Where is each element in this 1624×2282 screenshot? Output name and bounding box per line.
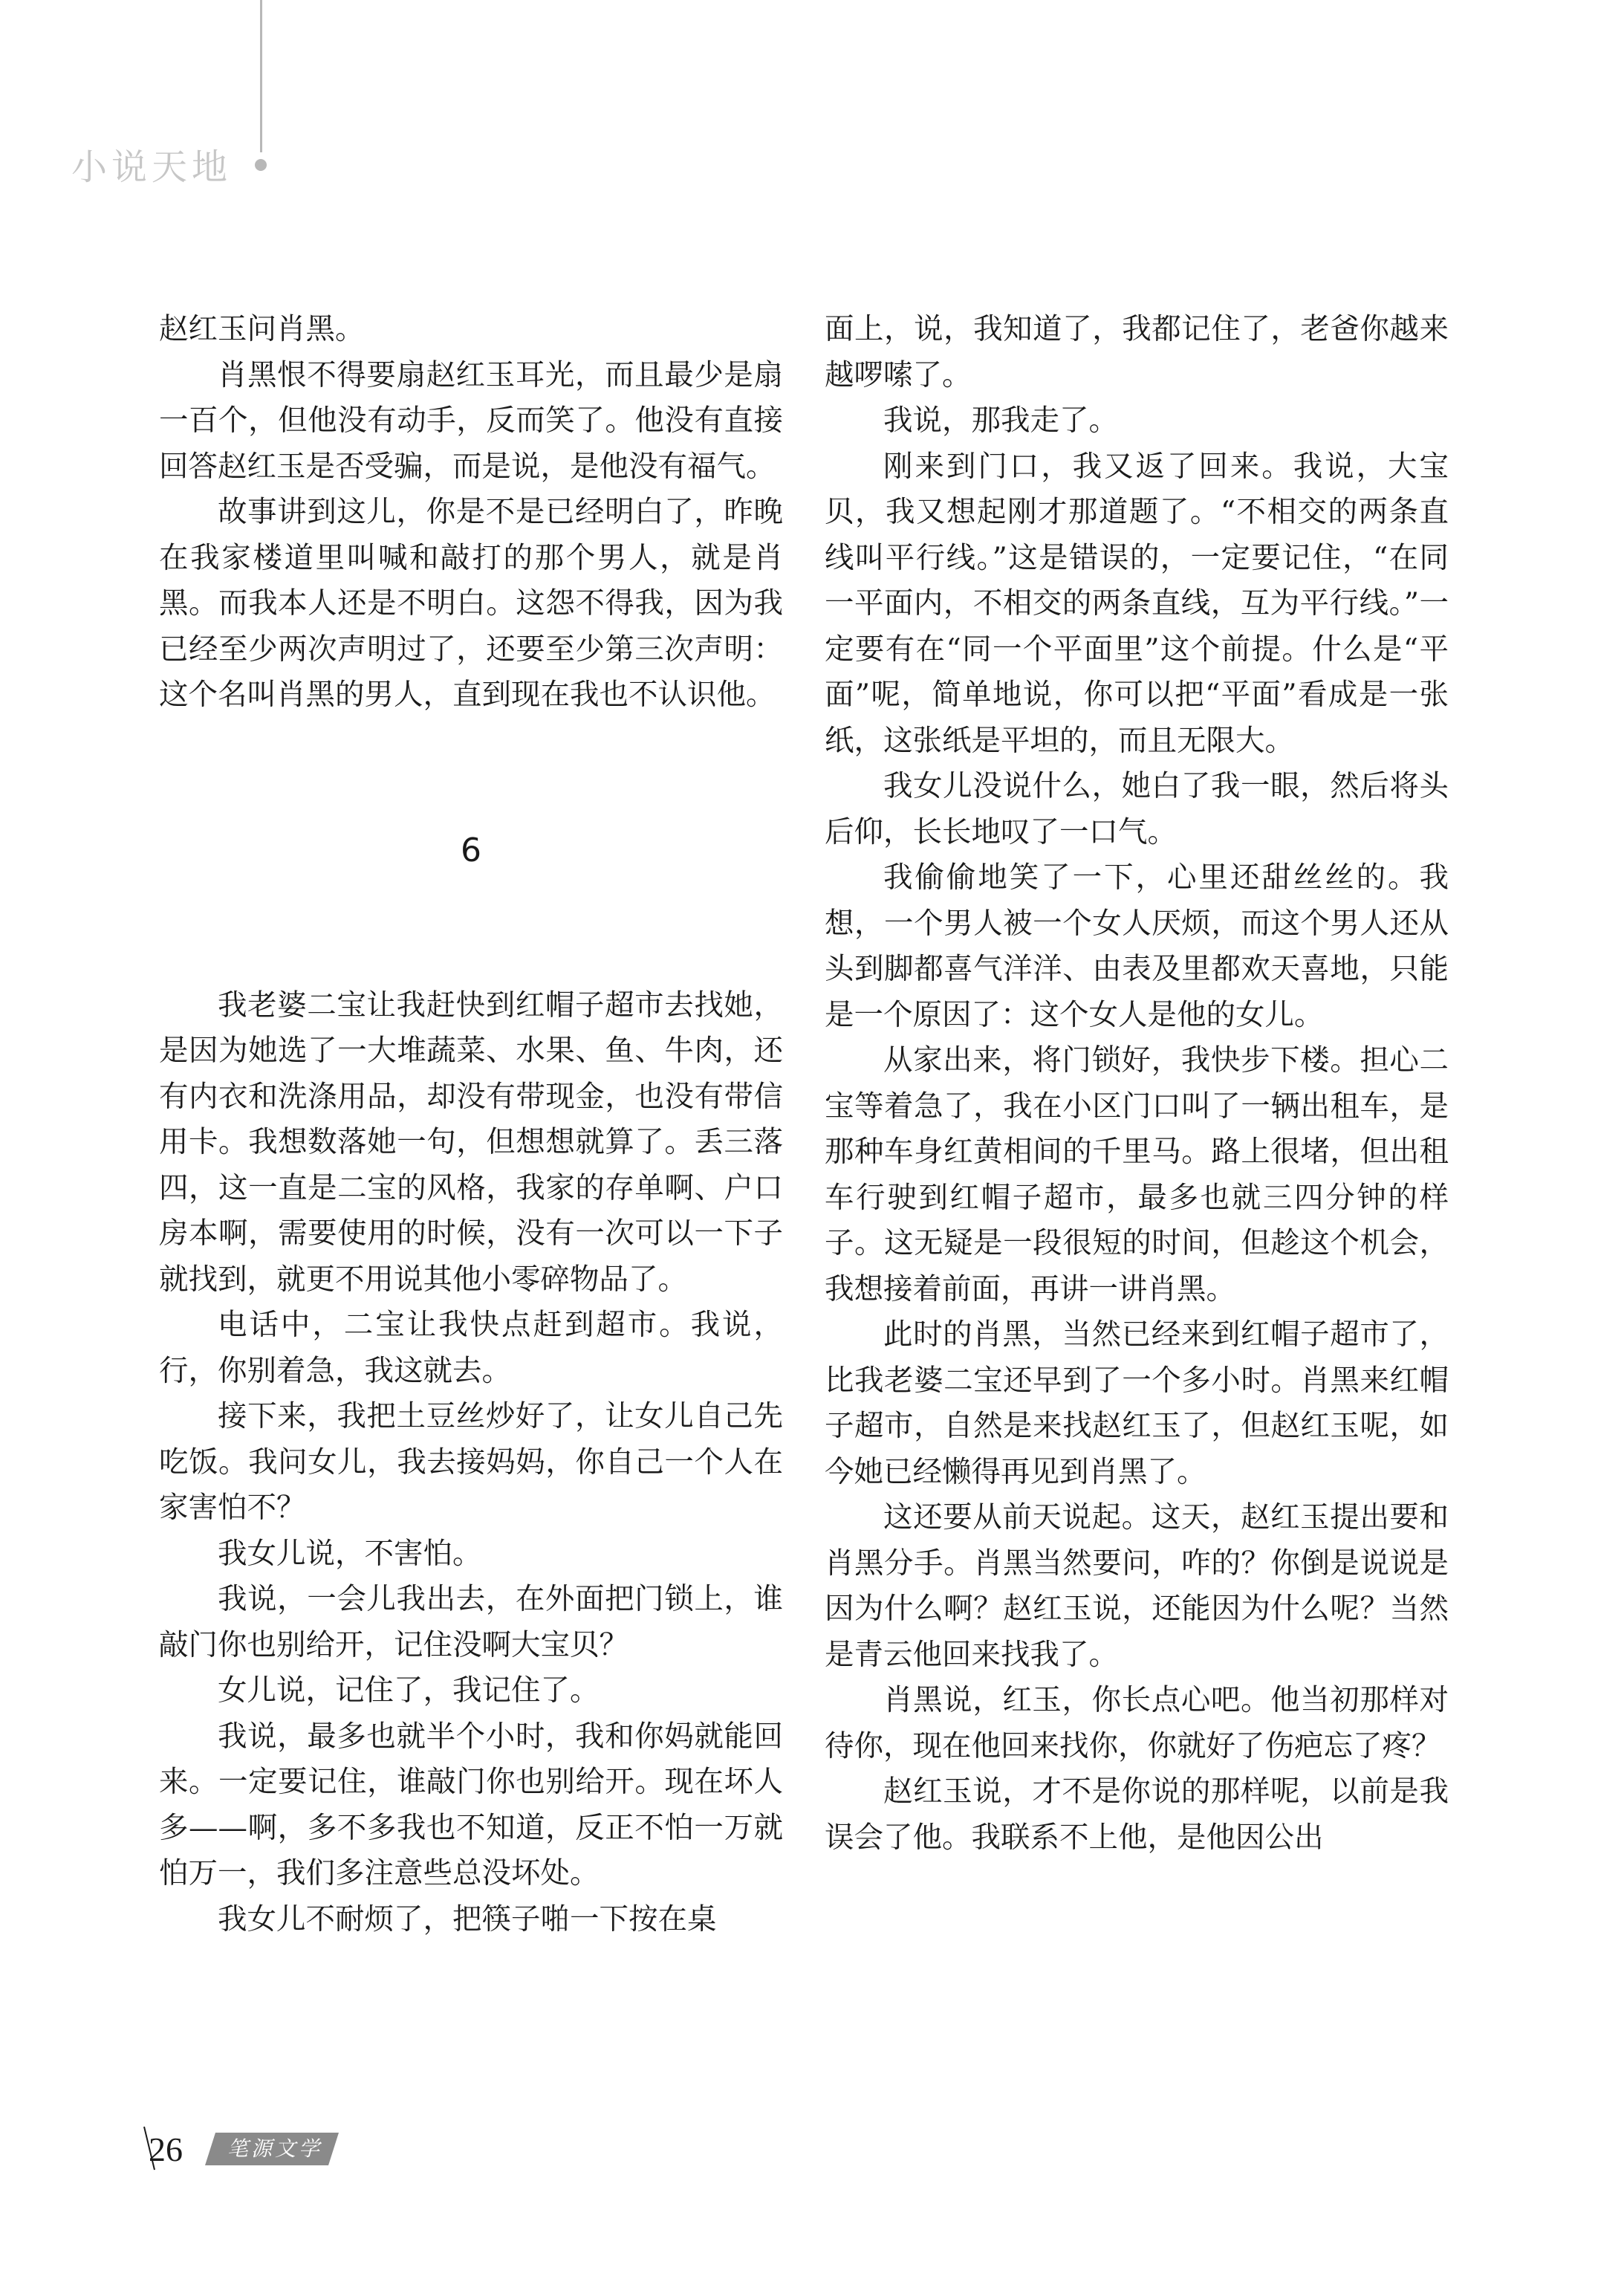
paragraph: 赵红玉问肖黑。	[159, 312, 365, 346]
paragraph: 这还要从前天说起。这天，赵红玉提出要和肖黑分手。肖黑当然要问，咋的？你倒是说说是因为什么啊？赵红玉说，还能因为什么呢？当然是青云他回来找我了。	[825, 1500, 1449, 1672]
chapter-number: 6	[461, 832, 481, 869]
header-dot	[255, 159, 267, 171]
section-label: 小说天地	[71, 146, 233, 188]
paragraph: 接下来，我把土豆丝炒好了，让女儿自己先吃饭。我问女儿，我去接妈妈，你自己一个人在家害怕不？	[159, 1399, 783, 1525]
paragraph: 我说，那我走了。	[883, 403, 1118, 438]
paragraph: 面上，说，我知道了，我都记住了，老爸你越来越啰嗦了。	[825, 312, 1449, 392]
paragraph: 我女儿没说什么，她白了我一眼，然后将头后仰，长长地叹了一口气。	[825, 769, 1449, 849]
paragraph: 我说，一会儿我出去，在外面把门锁上，谁敲门你也别给开，记住没啊大宝贝？	[159, 1582, 783, 1662]
paragraph: 我说，最多也就半个小时，我和你妈就能回来。一定要记住，谁敲门你也别给开。现在坏人多——啊，多不多我也不知道，反正不怕一万就怕万一，我们多注意些总没坏处。	[159, 1719, 783, 1890]
paragraph: 故事讲到这儿，你是不是已经明白了，昨晚在我家楼道里叫喊和敲打的那个男人，就是肖黑。而我本人还是不明白。这怨不得我，因为我已经至少两次声明过了，还要至少第三次声明：这个名叫肖黑的男人，直到现在我也不认识他。	[159, 495, 783, 712]
paragraph: 我女儿不耐烦了，把筷子啪一下按在桌	[218, 1902, 717, 1936]
left-paragraphs-after	[159, 983, 783, 1943]
journal-badge-text: 笔源文学	[227, 2136, 322, 2161]
paragraph: 电话中，二宝让我快点赶到超市。我说，行，你别着急，我这就去。	[159, 1308, 783, 1388]
header-vertical-rule	[260, 0, 262, 152]
left-paragraphs-before	[159, 307, 783, 719]
paragraph: 肖黑说，红玉，你长点心吧。他当初那样对待你，现在他回来找你，你就好了伤疤忘了疼？	[825, 1683, 1449, 1763]
paragraph: 赵红玉说，才不是你说的那样呢，以前是我误会了他。我联系不上他，是他因公出	[825, 1774, 1449, 1855]
paragraph: 此时的肖黑，当然已经来到红帽子超市了，比我老婆二宝还早到了一个多小时。肖黑来红帽子超市，自然是来找赵红玉了，但赵红玉呢，如今她已经懒得再见到肖黑了。	[825, 1317, 1449, 1489]
paragraph: 女儿说，记住了，我记住了。	[218, 1673, 600, 1708]
page-number: 26	[149, 2130, 183, 2168]
left-column	[159, 307, 783, 1942]
paragraph: 我女儿说，不害怕。	[218, 1536, 482, 1571]
paragraph: 我老婆二宝让我赶快到红帽子超市去找她，是因为她选了一大堆蔬菜、水果、鱼、牛肉，还有内衣和洗涤用品，却没有带现金，也没有带信用卡。我想数落她一句，但想想就算了。丢三落四，这一直是二宝的风格，我家的存单啊、户口房本啊，需要使用的时候，没有一次可以一下子就找到，就更不用说其他小零碎物品了。	[159, 988, 783, 1297]
paragraph: 从家出来，将门锁好，我快步下楼。担心二宝等着急了，我在小区门口叫了一辆出租车，是那种车身红黄相间的千里马。路上很堵，但出租车行驶到红帽子超市，最多也就三四分钟的样子。这无疑是一段很短的时间，但趁这个机会，我想接着前面，再讲一讲肖黑。	[825, 1043, 1449, 1306]
paragraph: 刚来到门口，我又返了回来。我说，大宝贝，我又想起刚才那道题了。“不相交的两条直线叫平行线。”这是错误的，一定要记住，“在同一平面内，不相交的两条直线，互为平行线。”一定要有在“同一个平面里”这个前提。什么是“平面”呢，简单地说，你可以把“平面”看成是一张纸，这张纸是平坦的，而且无限大。	[825, 449, 1449, 758]
paragraph: 我偷偷地笑了一下，心里还甜丝丝的。我想，一个男人被一个女人厌烦，而这个男人还从头到脚都喜气洋洋、由表及里都欢天喜地，只能是一个原因了：这个女人是他的女儿。	[825, 860, 1449, 1032]
paragraph: 肖黑恨不得要扇赵红玉耳光，而且最少是扇一百个，但他没有动手，反而笑了。他没有直接回答赵红玉是否受骗，而是说，是他没有福气。	[159, 357, 783, 484]
right-column	[825, 307, 1449, 1861]
